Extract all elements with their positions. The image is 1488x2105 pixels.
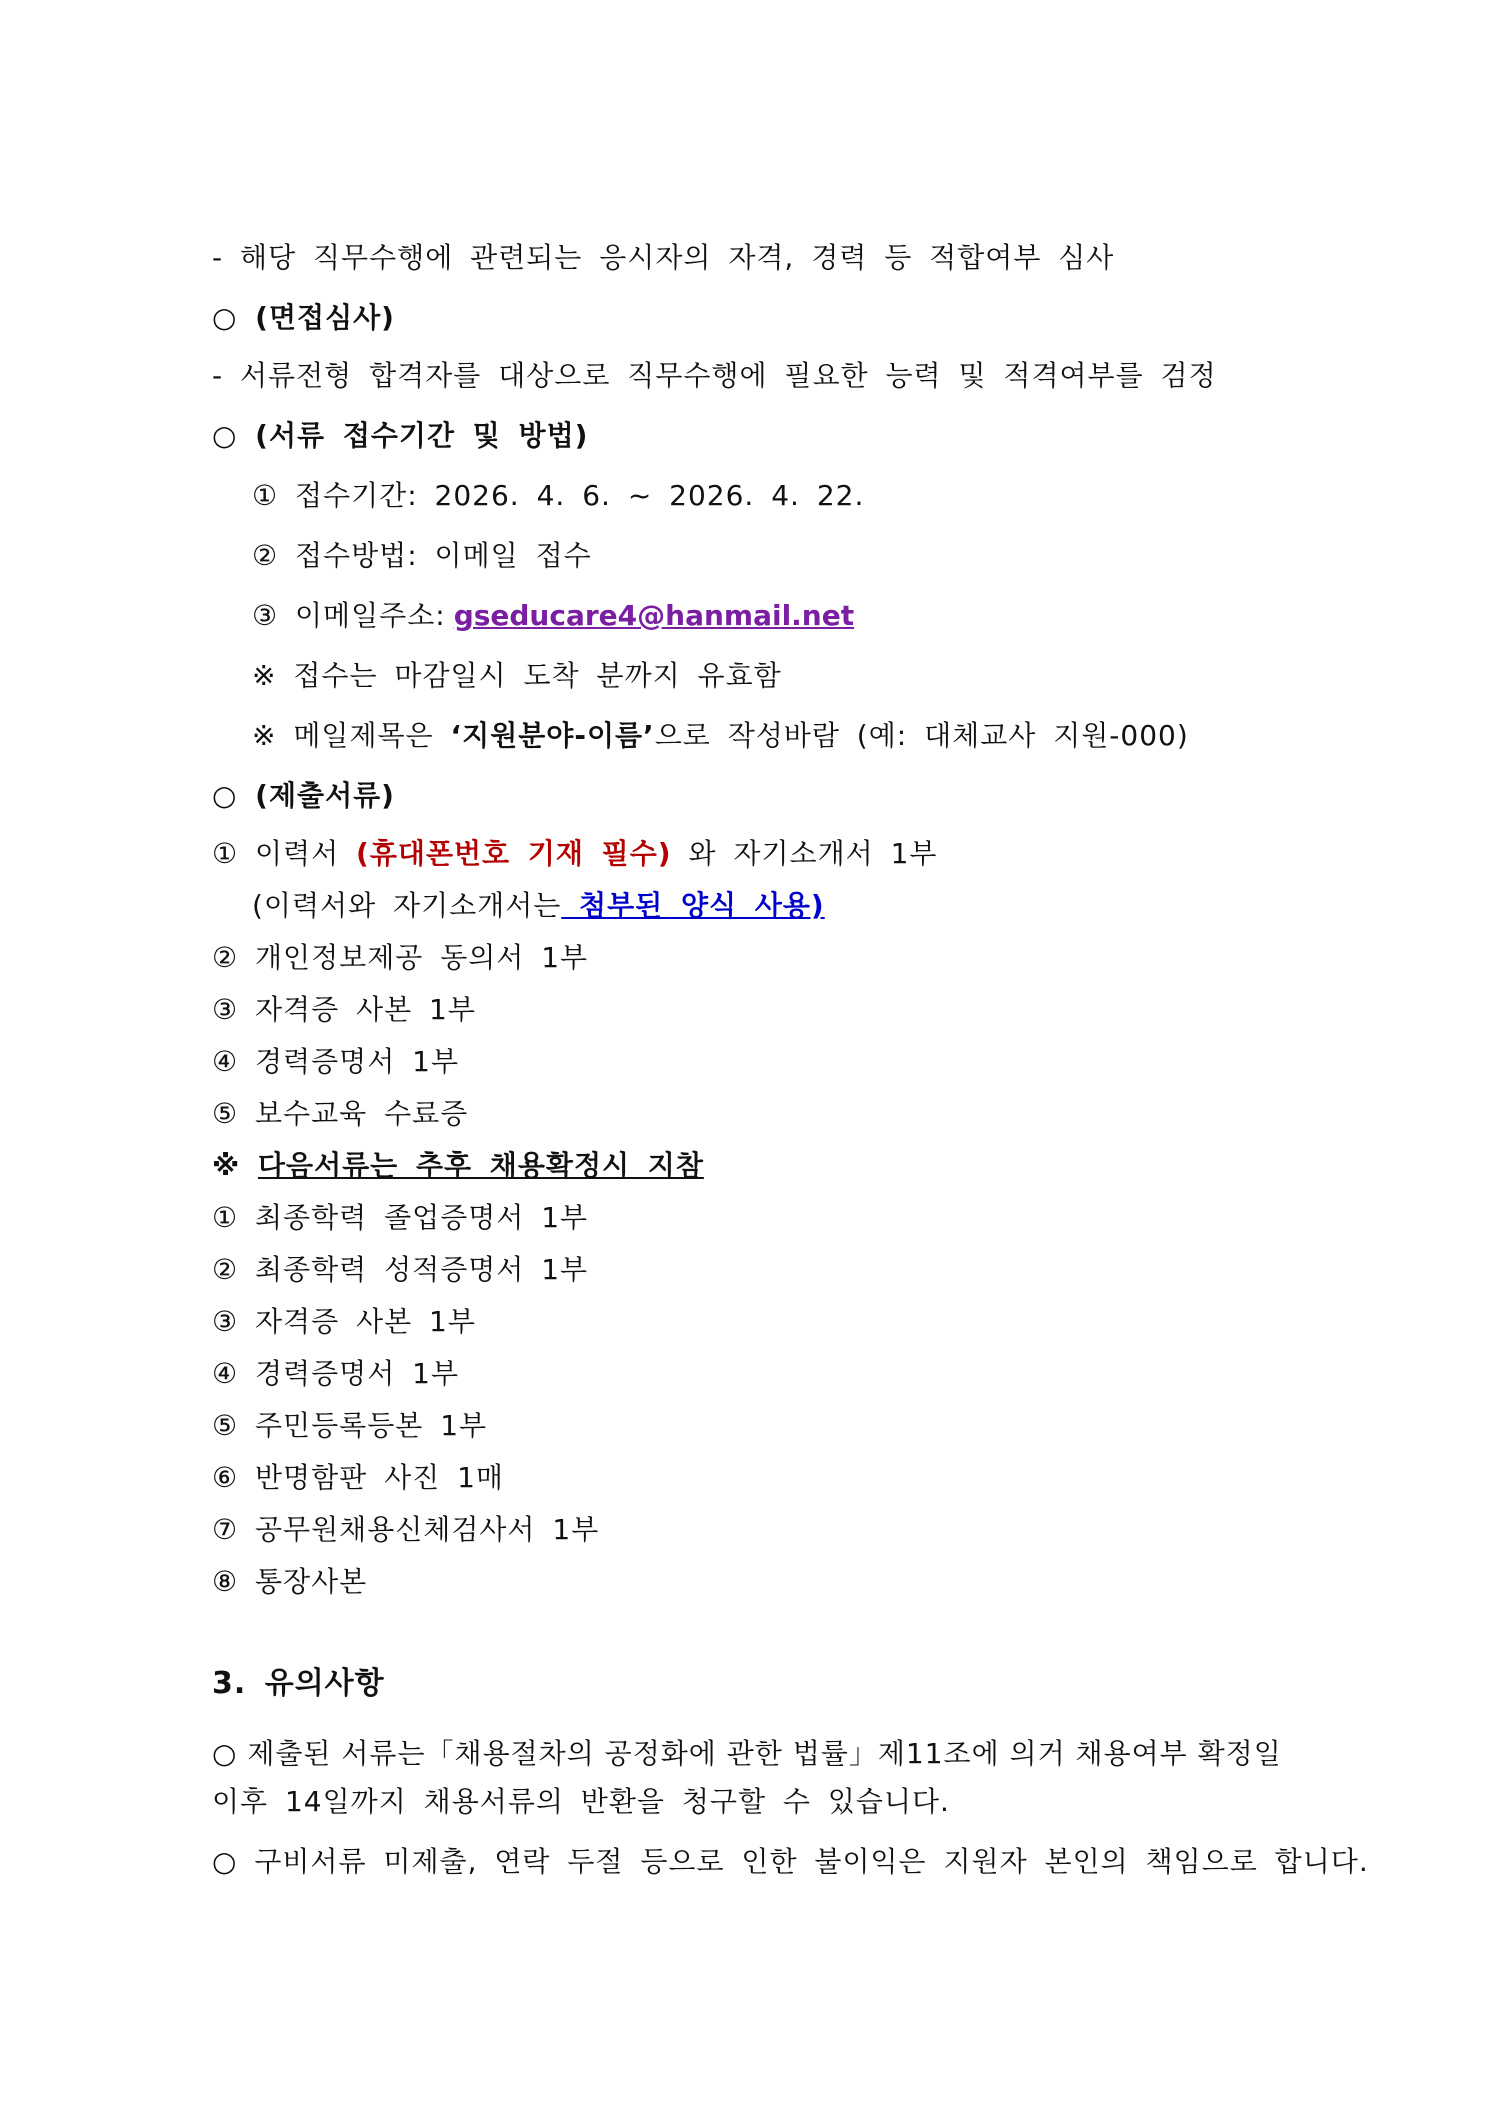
documents-heading: ○ (제출서류)	[212, 779, 395, 812]
doc-check-line: - 해당 직무수행에 관련되는 응시자의 자격, 경력 등 적합여부 심사	[212, 241, 1115, 274]
documents-item: ⑤ 보수교육 수료증	[212, 1097, 469, 1130]
later-documents-item: ① 최종학력 졸업증명서 1부	[212, 1201, 589, 1234]
documents-item: ③ 자격증 사본 1부	[212, 993, 476, 1026]
later-documents-item: ② 최종학력 성적증명서 1부	[212, 1253, 589, 1286]
resume-required-note: (휴대폰번호 기재 필수)	[356, 837, 672, 870]
resume-sub-pre: (이력서와 자기소개서는	[252, 889, 562, 922]
documents-item: ② 개인정보제공 동의서 1부	[212, 941, 589, 974]
resume-pre: ① 이력서	[212, 837, 357, 870]
notes-p1-line1: ○ 제출된 서류는「채용절차의 공정화에 관한 법률」제11조에 의거 채용여부 확정일	[212, 1737, 1282, 1770]
notes-title: 3. 유의사항	[212, 1666, 385, 1701]
later-heading-mark: ※	[212, 1149, 258, 1182]
documents-resume-sub	[252, 886, 825, 926]
note-subject-format: ‘지원분야-이름’	[450, 719, 655, 752]
later-documents-heading	[212, 1146, 704, 1186]
later-heading-text: 다음서류는 추후 채용확정시 지참	[257, 1149, 704, 1182]
note-subject-pre: ※ 메일제목은	[252, 719, 451, 752]
resume-post: 와 자기소개서 1부	[671, 837, 938, 870]
attached-form-link[interactable]: 첨부된 양식 사용)	[561, 889, 825, 922]
email-label: ③ 이메일주소:	[252, 599, 446, 632]
email-line	[252, 596, 854, 636]
email-link[interactable]: gseducare4@hanmail.net	[453, 599, 855, 632]
documents-item: ④ 경력증명서 1부	[212, 1045, 460, 1078]
later-documents-item: ⑦ 공무원채용신체검사서 1부	[212, 1513, 600, 1546]
notes-p1-line2: 이후 14일까지 채용서류의 반환을 청구할 수 있습니다.	[212, 1785, 950, 1818]
note-subject-post: 으로 작성바람 (예: 대체교사 지원-000)	[654, 719, 1189, 752]
documents-item-resume	[212, 834, 937, 874]
reception-period: ① 접수기간: 2026. 4. 6. ~ 2026. 4. 22.	[252, 479, 865, 512]
reception-note-subject	[252, 716, 1189, 756]
later-documents-item: ③ 자격증 사본 1부	[212, 1305, 476, 1338]
later-documents-item: ④ 경력증명서 1부	[212, 1357, 460, 1390]
notes-p2: ○ 구비서류 미제출, 연락 두절 등으로 인한 불이익은 지원자 본인의 책임으로 합니다.	[212, 1845, 1369, 1878]
later-documents-item: ⑧ 통장사본	[212, 1565, 368, 1598]
interview-heading: ○ (면접심사)	[212, 301, 395, 334]
later-documents-item: ⑤ 주민등록등본 1부	[212, 1409, 488, 1442]
later-documents-item: ⑥ 반명함판 사진 1매	[212, 1461, 504, 1494]
reception-method: ② 접수방법: 이메일 접수	[252, 539, 592, 572]
reception-note-deadline: ※ 접수는 마감일시 도착 분까지 유효함	[252, 659, 782, 692]
reception-heading: ○ (서류 접수기간 및 방법)	[212, 419, 589, 452]
interview-desc: - 서류전형 합격자를 대상으로 직무수행에 필요한 능력 및 적격여부를 검정	[212, 359, 1217, 392]
